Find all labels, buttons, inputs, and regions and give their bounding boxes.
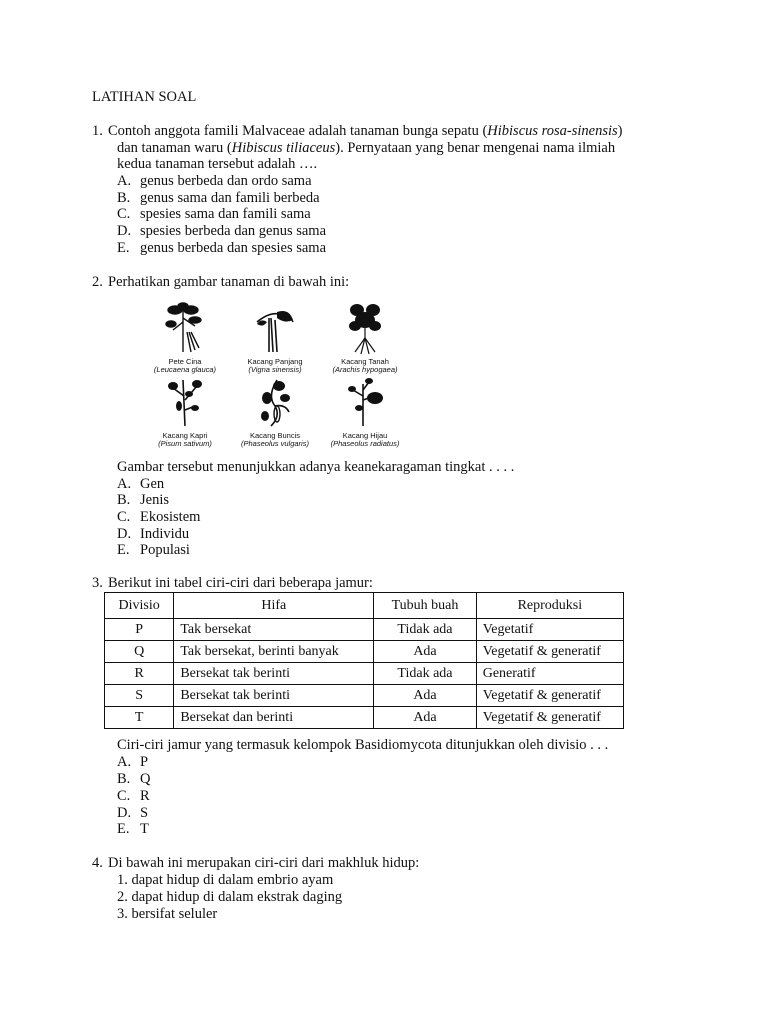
table-cell: Tak bersekat [174, 619, 374, 641]
table-cell: Vegetatif & generatif [476, 707, 623, 729]
q1-line-2: dan tanaman waru (Hibiscus tiliaceus). Pernyataan yang benar mengenai nama ilmiah [117, 140, 616, 156]
q1-option-letter: A. [117, 173, 132, 189]
q3-option-letter: A. [117, 754, 132, 770]
column-header: Reproduksi [476, 593, 623, 619]
table-row [105, 641, 624, 663]
q4-number: 4. [92, 855, 103, 871]
q3-option-text: S [140, 805, 149, 821]
table-cell: R [105, 663, 174, 685]
q2-number: 2. [92, 274, 103, 290]
q2-option-letter: A. [117, 476, 132, 492]
q1-option-letter: D. [117, 223, 132, 239]
q3-number: 3. [92, 575, 103, 591]
q3-option-text: T [140, 821, 149, 837]
q3-option-letter: E. [117, 821, 130, 837]
q2-prompt: Perhatikan gambar tanaman di bawah ini: [108, 274, 350, 290]
table-row [105, 685, 624, 707]
kacang-hijau-plant-icon [345, 376, 385, 430]
kacang-buncis-plant-icon [255, 376, 295, 430]
q2-option-letter: C. [117, 509, 131, 525]
table-row [105, 619, 624, 641]
plant-name: Kacang Hijau [342, 431, 388, 440]
table-cell: Tak bersekat, berinti banyak [174, 641, 374, 663]
q4-list-item: 3. bersifat seluler [117, 906, 218, 922]
q4-prompt: Di bawah ini merupakan ciri-ciri dari makhluk hidup: [108, 855, 420, 871]
table-cell: S [105, 685, 174, 707]
kacang-kapri-plant-icon [165, 376, 205, 430]
plant-name: Kacang Tanah [341, 357, 389, 366]
q4-list-item: 1. dapat hidup di dalam embrio ayam [117, 872, 334, 888]
plant-figure [320, 302, 410, 376]
table-cell: Tidak ada [374, 619, 477, 641]
q1-option-text: spesies sama dan famili sama [140, 206, 311, 222]
q1-option-text: genus sama dan famili berbeda [140, 190, 320, 206]
plant-name: Pete Cina [168, 357, 202, 366]
q1-number: 1. [92, 123, 103, 139]
plant-scientific-name: (Vigna sinensis) [248, 365, 302, 374]
table-row [105, 663, 624, 685]
kacang-tanah-plant-icon [345, 302, 385, 356]
table-cell: Vegetatif [476, 619, 623, 641]
plant-name: Kacang Panjang [247, 357, 303, 366]
plant-name: Kacang Kapri [162, 431, 208, 440]
q4-list-item: 2. dapat hidup di dalam ekstrak daging [117, 889, 343, 905]
column-header: Hifa [174, 593, 374, 619]
table-cell: Ada [374, 685, 477, 707]
q1-option-letter: B. [117, 190, 131, 206]
table-cell: Tidak ada [374, 663, 477, 685]
q1-line-1: Contoh anggota famili Malvaceae adalah tanaman bunga sepatu (Hibiscus rosa-sinensis) [108, 123, 623, 139]
plant-scientific-name: (Phaseolus vulgaris) [241, 439, 309, 448]
plant-name: Kacang Buncis [249, 431, 301, 440]
table-row [105, 707, 624, 729]
pete-cina-plant-icon [165, 302, 205, 356]
plant-figure [140, 376, 230, 450]
q3-option-text: Q [140, 771, 151, 787]
q1-option-text: spesies berbeda dan genus sama [140, 223, 327, 239]
q3-option-text: P [140, 754, 149, 770]
q2-option-letter: D. [117, 526, 132, 542]
q2-question: Gambar tersebut menunjukkan adanya keanekaragaman tingkat . . . . [117, 459, 515, 475]
q3-option-letter: D. [117, 805, 132, 821]
plant-figure [140, 302, 230, 376]
table-cell: Vegetatif & generatif [476, 685, 623, 707]
q2-option-letter: E. [117, 542, 130, 558]
worksheet-title: LATIHAN SOAL [92, 89, 197, 105]
q3-prompt: Berikut ini tabel ciri-ciri dari beberapa jamur: [108, 575, 373, 591]
q2-option-text: Populasi [140, 542, 190, 558]
plant-scientific-name: (Pisum sativum) [158, 439, 212, 448]
q2-option-text: Individu [140, 526, 190, 542]
q2-option-letter: B. [117, 492, 131, 508]
column-header: Divisio [105, 593, 174, 619]
q2-option-text: Gen [140, 476, 165, 492]
table-header-row [105, 593, 624, 619]
kacang-panjang-plant-icon [255, 302, 295, 356]
q3-option-letter: B. [117, 771, 131, 787]
q2-option-text: Ekosistem [140, 509, 201, 525]
table-cell: P [105, 619, 174, 641]
fungi-table [104, 592, 624, 729]
q3-option-text: R [140, 788, 150, 804]
plant-figure [230, 302, 320, 376]
q1-option-letter: E. [117, 240, 130, 256]
q1-option-text: genus berbeda dan ordo sama [140, 173, 312, 189]
q2-option-text: Jenis [140, 492, 169, 508]
plant-figure [230, 376, 320, 450]
column-header: Tubuh buah [374, 593, 477, 619]
q3-question: Ciri-ciri jamur yang termasuk kelompok Basidiomycota ditunjukkan oleh divisio . . . [117, 737, 609, 753]
q1-option-text: genus berbeda dan spesies sama [140, 240, 327, 256]
plant-scientific-name: (Phaseolus radiatus) [330, 439, 400, 448]
plant-scientific-name: (Arachis hypogaea) [332, 365, 398, 374]
plant-figure [320, 376, 410, 450]
q3-option-letter: C. [117, 788, 131, 804]
q1-line-3: kedua tanaman tersebut adalah …. [117, 156, 318, 172]
table-cell: Generatif [476, 663, 623, 685]
plant-scientific-name: (Leucaena glauca) [153, 365, 217, 374]
table-cell: Bersekat dan berinti [174, 707, 374, 729]
table-cell: Ada [374, 641, 477, 663]
table-cell: Vegetatif & generatif [476, 641, 623, 663]
table-cell: Bersekat tak berinti [174, 685, 374, 707]
q1-option-letter: C. [117, 206, 131, 222]
plant-illustrations [140, 302, 410, 450]
table-cell: Bersekat tak berinti [174, 663, 374, 685]
table-cell: Q [105, 641, 174, 663]
table-cell: T [105, 707, 174, 729]
table-cell: Ada [374, 707, 477, 729]
